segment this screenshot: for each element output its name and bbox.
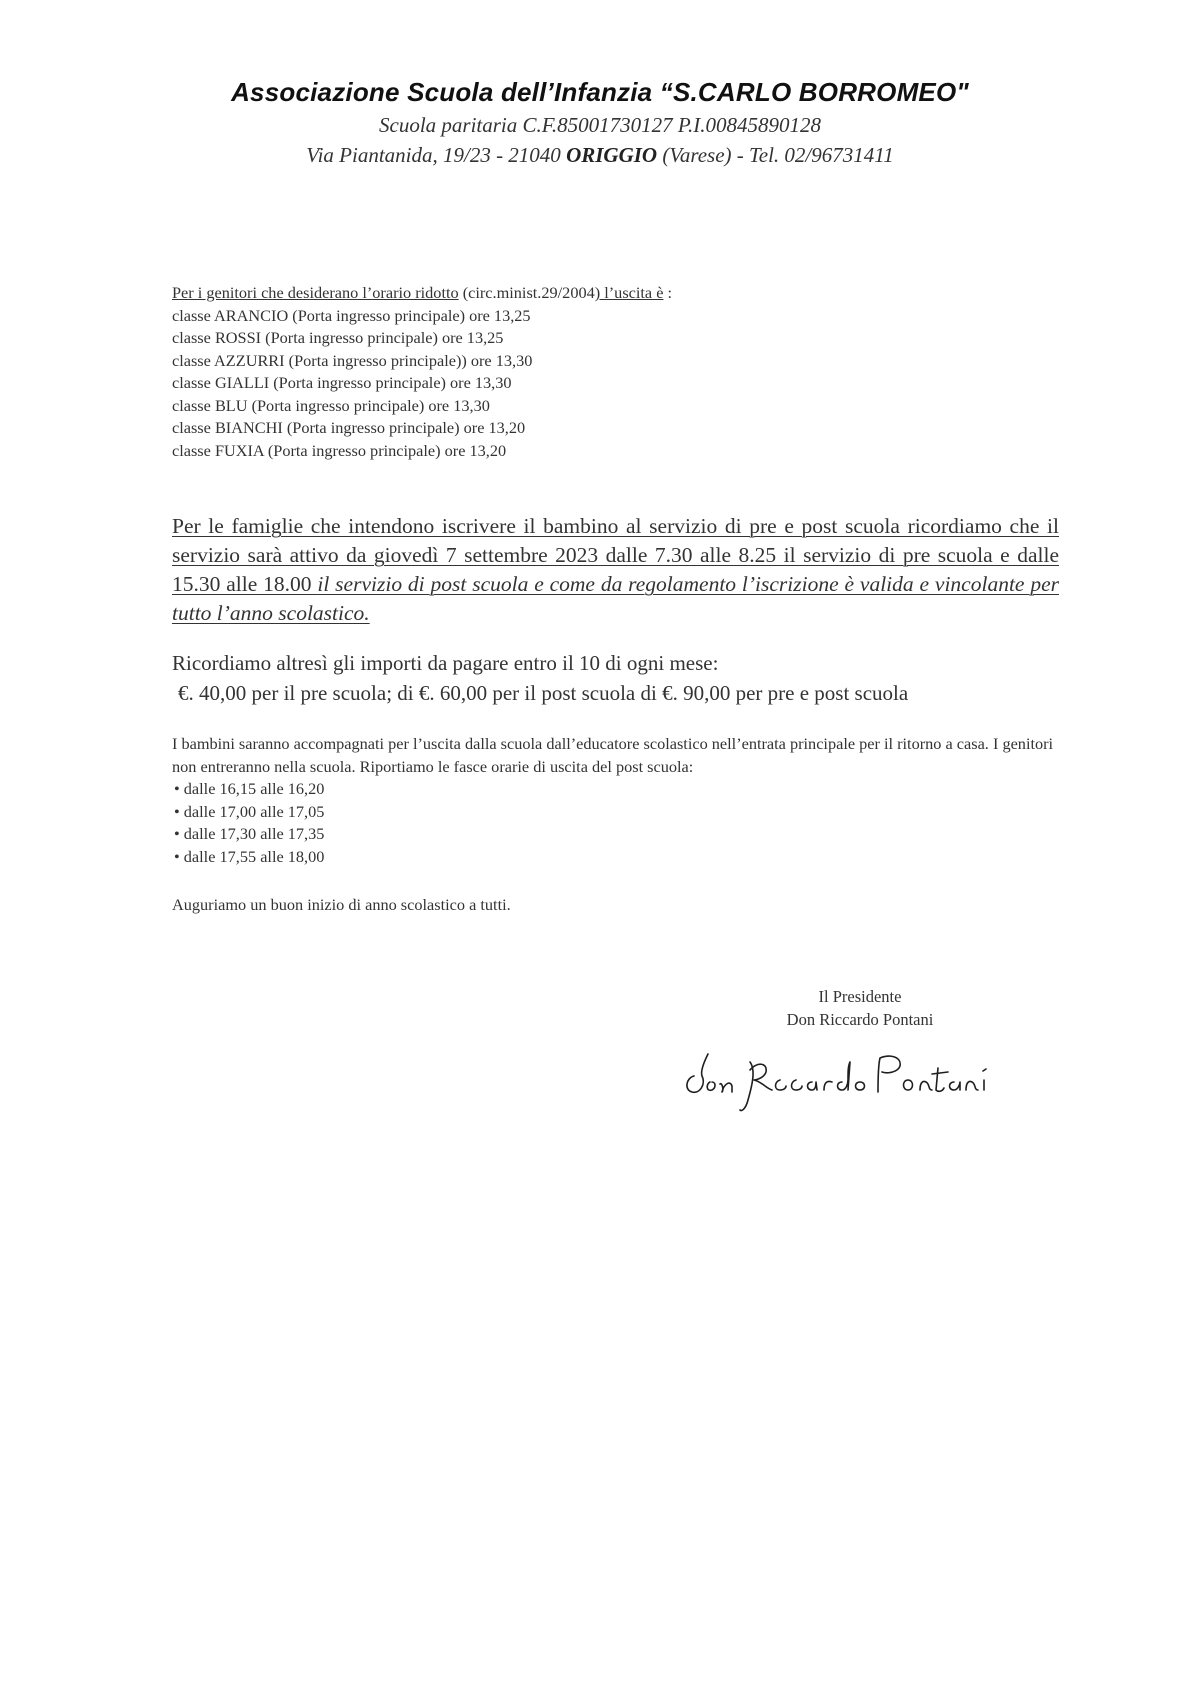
payments-section	[172, 648, 1072, 708]
signer-name: Don Riccardo Pontani	[786, 1010, 934, 1029]
exit-slot: • dalle 17,00 alle 17,05	[174, 801, 1072, 824]
class-exit-item: classe BLU (Porta ingresso principale) ore 13,30	[172, 395, 490, 415]
letterhead	[0, 74, 1200, 170]
class-exit-item: classe AZZURRI (Porta ingresso principale)) ore 13,30	[172, 350, 533, 370]
reduced-hours-section	[172, 282, 1072, 462]
pre-post-service-notice: Per le famiglie che intendono iscrivere il bambino al servizio di pre e post scuola ricordiamo che il servizio sarà attivo da giovedì 7 settembre 2023 dalle 7.30 alle 8.25 il servizio di pre scuola e dalle 15.30 alle 18.00 il servizio di post scuola e come da regolamento l’iscrizione è valida e vincolante per tutto l’anno scolastico.	[172, 514, 1059, 625]
exit-section	[172, 733, 1072, 868]
exit-text: I bambini saranno accompagnati per l’uscita dalla scuola dall’educatore scolastico nell’entrata principale per il ritorno a casa. I genitori non entreranno nella scuola. Riportiamo le fasce orarie di uscita del post scuola:	[172, 734, 1054, 776]
fiscal-info: Scuola paritaria C.F.85001730127 P.I.00845890128	[379, 113, 821, 137]
payment-amounts: €. 40,00 per il pre scuola; di €. 60,00 per il post scuola di €. 90,00 per pre e post scuola	[178, 681, 909, 705]
class-exit-item: classe GIALLI (Porta ingresso principale) ore 13,30	[172, 373, 512, 392]
signer-role: Il Presidente	[818, 987, 902, 1006]
exit-slot: • dalle 16,15 alle 16,20	[174, 778, 1072, 801]
class-exit-item: classe ROSSI (Porta ingresso principale) ore 13,25	[172, 328, 504, 347]
exit-slot: • dalle 17,30 alle 17,35	[174, 823, 1072, 846]
town: ORIGGIO	[566, 143, 658, 167]
address-line: Via Piantanida, 19/23 - 21040 ORIGGIO (Varese) - Tel. 02/96731411	[306, 143, 894, 167]
handwritten-signature	[676, 1040, 996, 1120]
signature-block	[700, 985, 1020, 1031]
reduced-hours-intro: Per i genitori che desiderano l’orario ridotto (circ.minist.29/2004) l’uscita è :	[172, 283, 673, 302]
exit-slot: • dalle 17,55 alle 18,00	[174, 846, 1072, 869]
exit-slots-list	[172, 778, 1072, 868]
closing-greeting: Auguriamo un buon inizio di anno scolastico a tutti.	[172, 895, 511, 914]
payments-intro: Ricordiamo altresì gli importi da pagare entro il 10 di ogni mese:	[172, 651, 719, 675]
class-exit-item: classe FUXIA (Porta ingresso principale) ore 13,20	[172, 440, 507, 460]
class-exit-item: classe ARANCIO (Porta ingresso principale) ore 13,25	[172, 305, 531, 325]
school-name: Associazione Scuola dell’Infanzia “S.CARLO BORROMEO"	[231, 77, 969, 107]
class-exit-item: classe BIANCHI (Porta ingresso principale) ore 13,20	[172, 418, 526, 437]
enrollment-rule: il servizio di post scuola e come da regolamento l’iscrizione è valida e vincolante per tutto l’anno scolastico.	[172, 572, 1059, 625]
